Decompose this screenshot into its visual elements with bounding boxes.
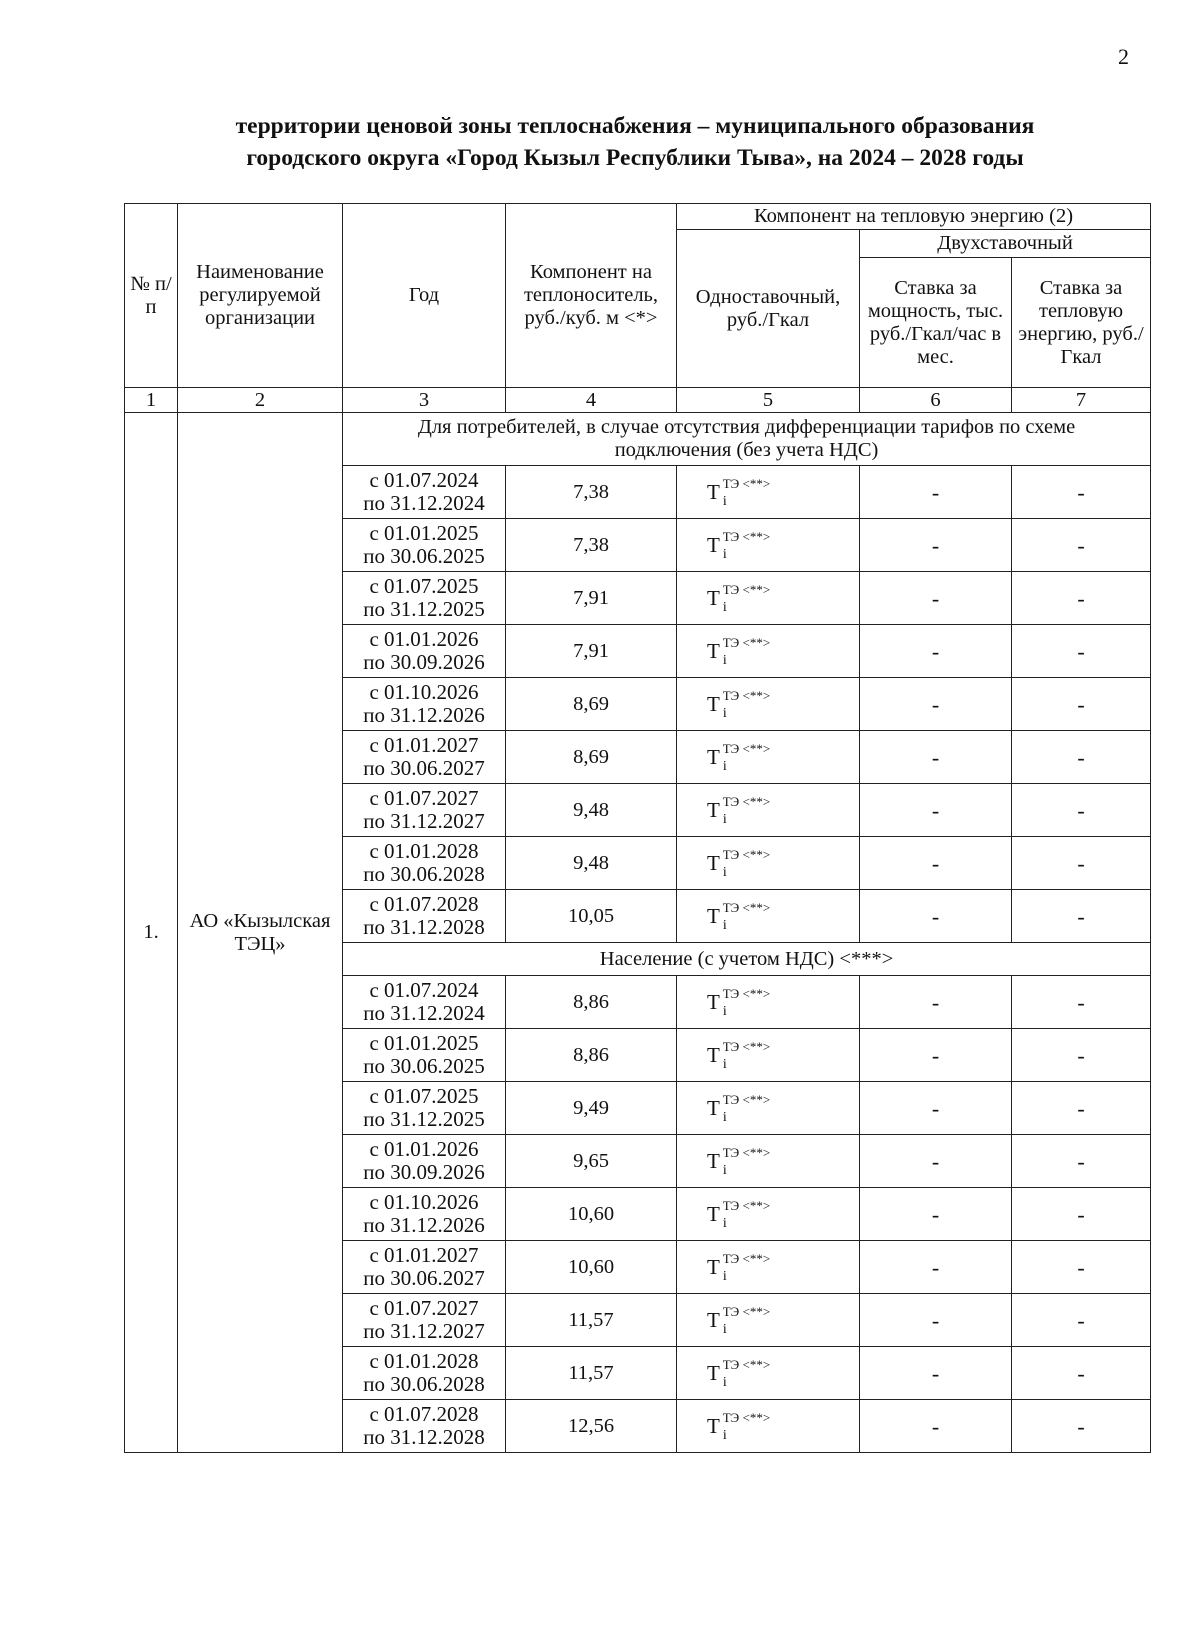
period-from: с 01.10.2026 xyxy=(369,680,479,704)
organization-number: 1. xyxy=(125,413,178,1453)
formula-subscript: i xyxy=(722,1109,727,1125)
period-to: по 30.06.2027 xyxy=(363,756,485,780)
header-capacity-rate: Ставка за мощность, тыс. руб./Гкал/час в мес. xyxy=(860,258,1012,388)
period-cell xyxy=(343,1188,506,1241)
carrier-value: 7,91 xyxy=(506,625,677,678)
formula-subscript: i xyxy=(722,652,727,668)
capacity-rate-value: - xyxy=(860,625,1012,678)
energy-rate-value: - xyxy=(1012,625,1151,678)
header-year: Год xyxy=(343,204,506,388)
formula-superscript: ТЭ <**> xyxy=(722,1091,771,1107)
formula-base: T xyxy=(707,638,720,663)
carrier-value: 7,38 xyxy=(506,519,677,572)
period-cell xyxy=(343,976,506,1029)
formula-base: T xyxy=(707,903,720,928)
period-from: с 01.07.2025 xyxy=(369,574,479,598)
energy-rate-value: - xyxy=(1012,1082,1151,1135)
formula-subscript: i xyxy=(722,1162,727,1178)
page-number: 2 xyxy=(1118,44,1129,69)
formula-subscript: i xyxy=(722,811,727,827)
period-to: по 31.12.2027 xyxy=(363,809,485,833)
capacity-rate-value: - xyxy=(860,976,1012,1029)
period-cell xyxy=(343,731,506,784)
capacity-rate-value: - xyxy=(860,466,1012,519)
single-rate-formula xyxy=(677,1347,860,1400)
period-from: с 01.10.2026 xyxy=(369,1190,479,1214)
period-cell xyxy=(343,1347,506,1400)
energy-rate-value: - xyxy=(1012,976,1151,1029)
document-title xyxy=(110,110,1160,174)
formula-superscript: ТЭ <**> xyxy=(722,1356,771,1372)
single-rate-formula xyxy=(677,572,860,625)
period-from: с 01.07.2027 xyxy=(369,786,479,810)
formula-subscript: i xyxy=(722,1215,727,1231)
header-energy-rate: Ставка за тепловую энергию, руб./Гкал xyxy=(1012,258,1151,388)
period-to: по 30.09.2026 xyxy=(363,650,485,674)
formula-base: T xyxy=(707,1042,720,1067)
column-number: 2 xyxy=(178,388,343,413)
period-from: с 01.01.2026 xyxy=(369,627,479,651)
formula-base: T xyxy=(707,532,720,557)
carrier-value: 11,57 xyxy=(506,1347,677,1400)
capacity-rate-value: - xyxy=(860,1294,1012,1347)
period-cell xyxy=(343,837,506,890)
period-cell xyxy=(343,466,506,519)
single-rate-formula xyxy=(677,678,860,731)
carrier-value: 9,65 xyxy=(506,1135,677,1188)
period-cell xyxy=(343,890,506,943)
single-rate-formula xyxy=(677,731,860,784)
period-from: с 01.01.2027 xyxy=(369,733,479,757)
organization-name: АО «Кызылская ТЭЦ» xyxy=(178,413,343,1453)
period-to: по 30.06.2025 xyxy=(363,544,485,568)
formula-superscript: ТЭ <**> xyxy=(722,475,771,491)
formula-subscript: i xyxy=(722,917,727,933)
formula-base: T xyxy=(707,850,720,875)
period-to: по 31.12.2026 xyxy=(363,1213,485,1237)
period-from: с 01.01.2027 xyxy=(369,1243,479,1267)
formula-base: T xyxy=(707,1413,720,1438)
energy-rate-value: - xyxy=(1012,678,1151,731)
carrier-value: 10,05 xyxy=(506,890,677,943)
formula-superscript: ТЭ <**> xyxy=(722,1250,771,1266)
formula-subscript: i xyxy=(722,1321,727,1337)
energy-rate-value: - xyxy=(1012,1347,1151,1400)
single-rate-formula xyxy=(677,1241,860,1294)
single-rate-formula xyxy=(677,1400,860,1453)
formula-superscript: ТЭ <**> xyxy=(722,581,771,597)
formula-base: T xyxy=(707,691,720,716)
carrier-value: 10,60 xyxy=(506,1241,677,1294)
period-to: по 31.12.2024 xyxy=(363,1001,485,1025)
formula-subscript: i xyxy=(722,1427,727,1443)
formula-base: T xyxy=(707,1201,720,1226)
carrier-value: 9,48 xyxy=(506,837,677,890)
period-cell xyxy=(343,784,506,837)
formula-base: T xyxy=(707,1307,720,1332)
capacity-rate-value: - xyxy=(860,1400,1012,1453)
carrier-value: 8,69 xyxy=(506,731,677,784)
formula-superscript: ТЭ <**> xyxy=(722,985,771,1001)
capacity-rate-value: - xyxy=(860,1082,1012,1135)
formula-base: T xyxy=(707,989,720,1014)
period-to: по 31.12.2025 xyxy=(363,597,485,621)
column-number: 1 xyxy=(125,388,178,413)
column-numbers-row xyxy=(125,388,1151,413)
period-to: по 30.06.2028 xyxy=(363,1372,485,1396)
capacity-rate-value: - xyxy=(860,1135,1012,1188)
carrier-value: 9,48 xyxy=(506,784,677,837)
title-line-1: территории ценовой зоны теплоснабжения – муниципального образования xyxy=(235,113,1035,139)
column-number: 7 xyxy=(1012,388,1151,413)
formula-subscript: i xyxy=(722,758,727,774)
period-from: с 01.01.2028 xyxy=(369,839,479,863)
column-number: 6 xyxy=(860,388,1012,413)
carrier-value: 7,91 xyxy=(506,572,677,625)
period-from: с 01.01.2028 xyxy=(369,1349,479,1373)
period-cell xyxy=(343,1241,506,1294)
formula-superscript: ТЭ <**> xyxy=(722,1038,771,1054)
energy-rate-value: - xyxy=(1012,1241,1151,1294)
formula-superscript: ТЭ <**> xyxy=(722,1409,771,1425)
formula-superscript: ТЭ <**> xyxy=(722,687,771,703)
column-number: 5 xyxy=(677,388,860,413)
formula-base: T xyxy=(707,797,720,822)
period-from: с 01.07.2028 xyxy=(369,892,479,916)
period-from: с 01.01.2025 xyxy=(369,521,479,545)
formula-superscript: ТЭ <**> xyxy=(722,634,771,650)
period-cell xyxy=(343,519,506,572)
formula-superscript: ТЭ <**> xyxy=(722,740,771,756)
energy-rate-value: - xyxy=(1012,890,1151,943)
capacity-rate-value: - xyxy=(860,731,1012,784)
single-rate-formula xyxy=(677,1082,860,1135)
formula-superscript: ТЭ <**> xyxy=(722,899,771,915)
energy-rate-value: - xyxy=(1012,1400,1151,1453)
carrier-value: 9,49 xyxy=(506,1082,677,1135)
single-rate-formula xyxy=(677,837,860,890)
period-cell xyxy=(343,1400,506,1453)
tariff-table xyxy=(124,203,1151,1453)
formula-superscript: ТЭ <**> xyxy=(722,793,771,809)
period-to: по 31.12.2028 xyxy=(363,915,485,939)
energy-rate-value: - xyxy=(1012,837,1151,890)
single-rate-formula xyxy=(677,1029,860,1082)
formula-subscript: i xyxy=(722,493,727,509)
formula-base: T xyxy=(707,479,720,504)
single-rate-formula xyxy=(677,1135,860,1188)
period-from: с 01.01.2026 xyxy=(369,1137,479,1161)
capacity-rate-value: - xyxy=(860,890,1012,943)
single-rate-formula xyxy=(677,1188,860,1241)
energy-rate-value: - xyxy=(1012,1135,1151,1188)
formula-superscript: ТЭ <**> xyxy=(722,1303,771,1319)
period-cell xyxy=(343,1082,506,1135)
energy-rate-value: - xyxy=(1012,1029,1151,1082)
energy-rate-value: - xyxy=(1012,519,1151,572)
header-two-rate: Двухставочный xyxy=(860,230,1151,258)
period-cell xyxy=(343,625,506,678)
single-rate-formula xyxy=(677,466,860,519)
column-number: 3 xyxy=(343,388,506,413)
capacity-rate-value: - xyxy=(860,678,1012,731)
section-title: Население (с учетом НДС) <***> xyxy=(343,943,1151,976)
capacity-rate-value: - xyxy=(860,1188,1012,1241)
formula-base: T xyxy=(707,1148,720,1173)
section-header-row xyxy=(125,413,1151,466)
column-number: 4 xyxy=(506,388,677,413)
period-from: с 01.01.2025 xyxy=(369,1031,479,1055)
carrier-value: 7,38 xyxy=(506,466,677,519)
single-rate-formula xyxy=(677,625,860,678)
period-to: по 30.09.2026 xyxy=(363,1160,485,1184)
energy-rate-value: - xyxy=(1012,466,1151,519)
table-body xyxy=(125,413,1151,1453)
header-carrier-component: Компонент на теплоноситель, руб./куб. м <*> xyxy=(506,204,677,388)
period-cell xyxy=(343,1029,506,1082)
capacity-rate-value: - xyxy=(860,572,1012,625)
carrier-value: 8,86 xyxy=(506,976,677,1029)
formula-superscript: ТЭ <**> xyxy=(722,528,771,544)
period-to: по 30.06.2028 xyxy=(363,862,485,886)
period-cell xyxy=(343,678,506,731)
period-to: по 30.06.2025 xyxy=(363,1054,485,1078)
formula-base: T xyxy=(707,744,720,769)
period-cell xyxy=(343,1135,506,1188)
formula-superscript: ТЭ <**> xyxy=(722,1144,771,1160)
period-from: с 01.07.2025 xyxy=(369,1084,479,1108)
single-rate-formula xyxy=(677,784,860,837)
formula-base: T xyxy=(707,1254,720,1279)
period-to: по 31.12.2025 xyxy=(363,1107,485,1131)
formula-subscript: i xyxy=(722,546,727,562)
carrier-value: 11,57 xyxy=(506,1294,677,1347)
header-single-rate: Одноставочный, руб./Гкал xyxy=(677,230,860,388)
period-cell xyxy=(343,1294,506,1347)
formula-subscript: i xyxy=(722,1056,727,1072)
capacity-rate-value: - xyxy=(860,784,1012,837)
formula-subscript: i xyxy=(722,705,727,721)
title-line-2: городского округа «Город Кызыл Республики Тыва», на 2024 – 2028 годы xyxy=(246,145,1024,171)
header-number: № п/п xyxy=(125,204,178,388)
formula-superscript: ТЭ <**> xyxy=(722,1197,771,1213)
formula-subscript: i xyxy=(722,1003,727,1019)
single-rate-formula xyxy=(677,890,860,943)
formula-base: T xyxy=(707,585,720,610)
period-from: с 01.07.2027 xyxy=(369,1296,479,1320)
header-energy-component: Компонент на тепловую энергию (2) xyxy=(677,204,1151,230)
energy-rate-value: - xyxy=(1012,572,1151,625)
carrier-value: 8,69 xyxy=(506,678,677,731)
period-from: с 01.07.2028 xyxy=(369,1402,479,1426)
period-to: по 30.06.2027 xyxy=(363,1266,485,1290)
formula-subscript: i xyxy=(722,599,727,615)
carrier-value: 8,86 xyxy=(506,1029,677,1082)
period-from: с 01.07.2024 xyxy=(369,468,479,492)
formula-subscript: i xyxy=(722,1374,727,1390)
energy-rate-value: - xyxy=(1012,1294,1151,1347)
table-header xyxy=(125,204,1151,413)
formula-subscript: i xyxy=(722,1268,727,1284)
capacity-rate-value: - xyxy=(860,1241,1012,1294)
period-to: по 31.12.2024 xyxy=(363,491,485,515)
carrier-value: 10,60 xyxy=(506,1188,677,1241)
carrier-value: 12,56 xyxy=(506,1400,677,1453)
period-to: по 31.12.2027 xyxy=(363,1319,485,1343)
header-organization: Наименование регулируемой организации xyxy=(178,204,343,388)
capacity-rate-value: - xyxy=(860,837,1012,890)
formula-base: T xyxy=(707,1095,720,1120)
period-to: по 31.12.2026 xyxy=(363,703,485,727)
formula-subscript: i xyxy=(722,864,727,880)
period-cell xyxy=(343,572,506,625)
energy-rate-value: - xyxy=(1012,731,1151,784)
energy-rate-value: - xyxy=(1012,1188,1151,1241)
period-from: с 01.07.2024 xyxy=(369,978,479,1002)
capacity-rate-value: - xyxy=(860,1347,1012,1400)
section-title: Для потребителей, в случае отсутствия дифференциации тарифов по схеме подключения (без учета НДС) xyxy=(343,413,1151,466)
capacity-rate-value: - xyxy=(860,1029,1012,1082)
single-rate-formula xyxy=(677,1294,860,1347)
formula-base: T xyxy=(707,1360,720,1385)
formula-superscript: ТЭ <**> xyxy=(722,846,771,862)
energy-rate-value: - xyxy=(1012,784,1151,837)
capacity-rate-value: - xyxy=(860,519,1012,572)
single-rate-formula xyxy=(677,519,860,572)
period-to: по 31.12.2028 xyxy=(363,1425,485,1449)
single-rate-formula xyxy=(677,976,860,1029)
